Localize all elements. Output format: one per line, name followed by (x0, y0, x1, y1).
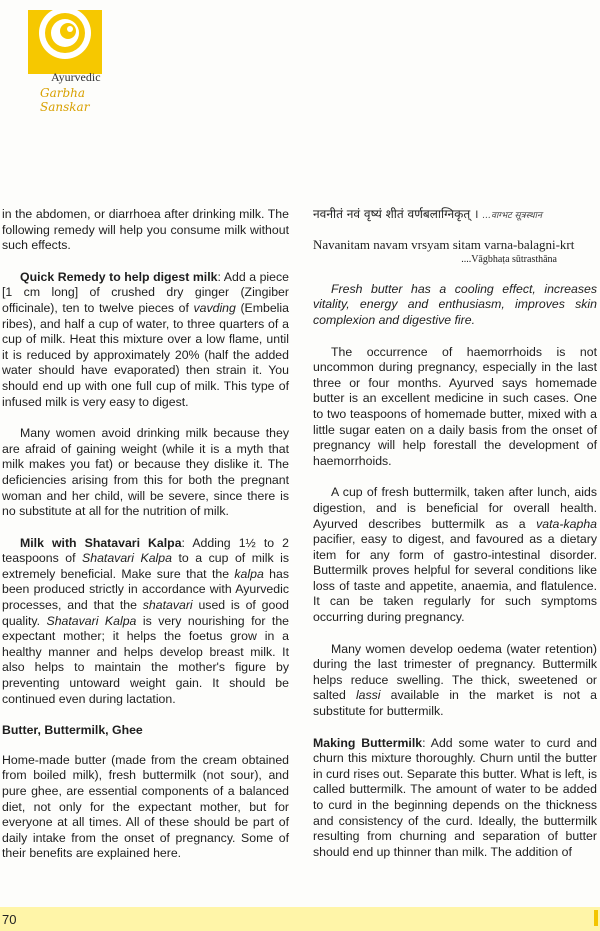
paragraph: Home-made butter (made from the cream obtained from boiled milk), fresh buttermilk (not sour), and pure ghee, are essential components of a balanced diet, not only for the expectant mother, but for everyone at all times. All of these should be part of daily intake from the onset of pregnancy. Some of their benefits are explained here. (2, 752, 289, 861)
shatavari-title: Milk with Shatavari Kalpa (20, 535, 182, 550)
section-heading: Butter, Buttermilk, Ghee (2, 723, 143, 738)
transliteration-source: ....Vāgbhaṭa sūtrasthāna (461, 254, 557, 266)
left-column (2, 207, 289, 878)
paragraph: Many women avoid drinking milk because they are afraid of gaining weight (while it is a myth that milk makes you fat) or because they dislike it. The deficiencies arising from this for both the pregnant woman and her child, will be severe, since there is no substitute at all for the nutrition of milk. (2, 426, 289, 519)
page-number: 70 (2, 912, 17, 927)
paragraph: in the abdomen, or diarrhoea after drinking milk. The following remedy will help you consume milk without such effects. (2, 207, 289, 253)
right-column (313, 207, 597, 876)
brand-logo (18, 0, 118, 114)
paragraph: The occurrence of haemorrhoids is not uncommon during pregnancy, especially in the last three or four months. Ayurved says homemade butter is an excellent medicine in such cases. One to two teaspoons of homemade butter, mixed with a little sugar eaten on a daily basis from the onset of pregnancy will help forestall the development of haemorrhoids. (313, 344, 597, 468)
oedema-paragraph: Many women develop oedema (water retention) during the last trimester of pregnancy. Buttermilk helps reduce swelling. The thick, sweetened or salted lassi available in the market is not a substitute for buttermilk. (313, 641, 597, 719)
buttermilk-paragraph: A cup of fresh buttermilk, taken after lunch, aids digestion, and is beneficial for overall health. Ayurved describes buttermilk as a vata-kapha pacifier, easy to digest, and favoured as a dietary item for any form of gastro-intestinal disorder. Buttermilk proves helpful for several conditions like loss of taste and appetite, anaemia, and flatulence. It can be taken regularly for such symptoms occurring during pregnancy. (313, 485, 597, 625)
brand-line1: Ayurvedic (51, 70, 101, 84)
sanskrit-source: ...वाग्भट सूत्रस्थान (482, 211, 542, 221)
spiral-logo-icon (28, 0, 102, 74)
page-footer (0, 907, 600, 931)
brand-line2: Garbha Sanskar (40, 86, 90, 114)
quick-remedy-paragraph: Quick Remedy to help digest milk: Add a piece [1 cm long] of crushed dry ginger (Zingiber officinale), ten to twelve pieces of vavding (Embelia ribes), and half a cup of water, to three quarters of a cup of milk. Heat this mixture over a low flame, until it is reduced by approximately 20% (half the added water should have evaporated) then strain it. You should end up with one full cup of milk. This type of infused milk is very easy to digest. (2, 269, 289, 409)
footer-accent-bar (594, 910, 598, 926)
quote-paragraph: Fresh butter has a cooling effect, increases vitality, energy and enthusiasm, improves skin complexion and digestive fire. (313, 281, 597, 327)
making-buttermilk-title: Making Buttermilk (313, 735, 423, 750)
quick-remedy-title: Quick Remedy to help digest milk (20, 269, 218, 284)
transliteration: Navanitam navam vrsyam sitam varna-balagni-krt (313, 236, 575, 252)
sanskrit-verse: नवनीतं नवं वृष्यं शीतं वर्णबलाग्निकृत् । ...वाग्भट सूत्रस्थान (313, 207, 542, 221)
shatavari-paragraph: Milk with Shatavari Kalpa: Adding 1½ to 2 teaspoons of Shatavari Kalpa to a cup of milk is extremely beneficial. Make sure that the kalpa has been produced strictly in accordance with Ayurvedic processes, and that the shatavari used is of good quality. Shatavari Kalpa is very nourishing for the expectant mother; it helps the foetus grow in a healthy manner and helps develop breast milk. It also helps to maintain the mother's figure by preventing untoward weight gain. It should be continued even during lactation. (2, 535, 290, 706)
making-buttermilk-paragraph: Making Buttermilk: Add some water to curd and churn this mixture thoroughly. Churn until the butter in curd rises out. Separate this butter. What is left, is called buttermilk. The amount of water to be added to curd in the beginning depends on the thickness and consistency of the curd. Ideally, the buttermilk resulting from churning and separation of butter should end up thinner than milk. The addition of (313, 735, 598, 859)
